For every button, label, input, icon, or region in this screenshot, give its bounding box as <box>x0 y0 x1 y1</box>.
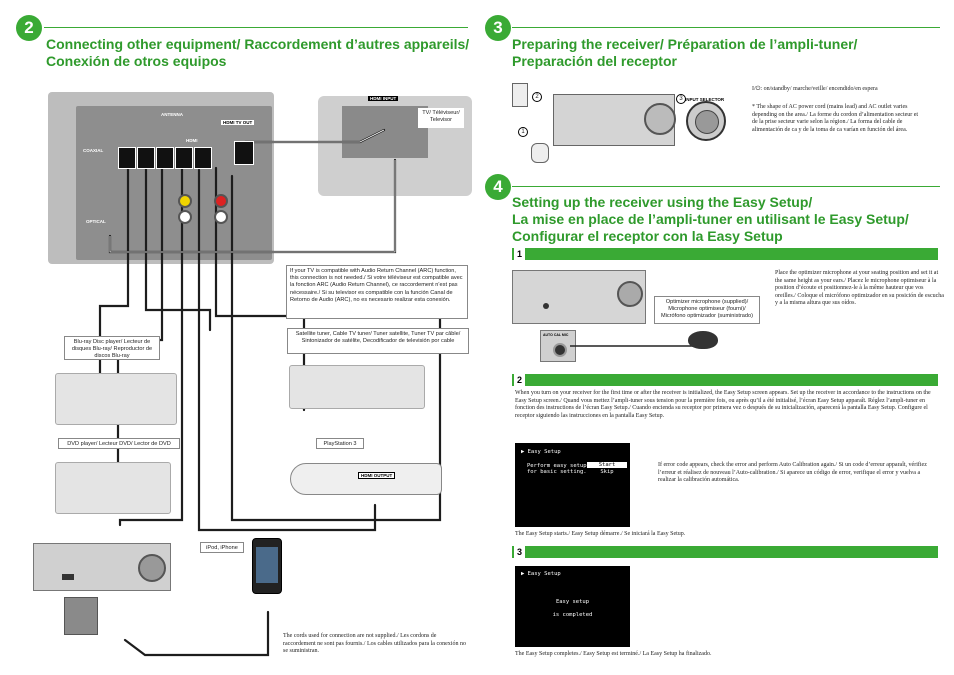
easy-setup-intro <box>515 390 939 420</box>
screen-msg: Perform easy setup for basic setting. <box>527 463 587 476</box>
substep-3-bar <box>512 546 938 558</box>
auto-cal-mic-label: AUTO CAL MIC <box>543 333 569 337</box>
hdmi-tv-out-label: HDMI TV OUT <box>223 120 253 125</box>
mic-note-text: Place the optimizer microphone at your seating position and set it at the same height as your ears./ Placez le microphone optimiseur à la position d’écoute et positionnez-le à la même hauteur que vos oreilles./ Coloque el micrófono optimizador en su posición de escucha y a la misma altura que sus oídos. <box>775 270 944 307</box>
shape-note-text: * The shape of AC power cord (mains lead) and AC outlet varies depending on the area./ La forme du cordon d’alimentation secteur et de la prise secteur varie selon la région./ La forma del cable de alimentación de ca y de la toma de ca varían en función del área. <box>752 104 919 133</box>
screen3-line1: Easy setup <box>555 599 590 605</box>
step-4-title-line2: La mise en place de l’ampli-tuner en utilisant le Easy Setup/ <box>512 211 909 227</box>
step-3-title-line1: Preparing the receiver/ Préparation de l’ampli-tuner/ <box>512 36 858 52</box>
marker-3-text: 3 <box>679 96 683 102</box>
mic-callout <box>654 296 760 324</box>
ps3-label: PlayStation 3 <box>323 441 357 447</box>
mic-label: Optimizer microphone (supplied)/ Microphone optimiseur (fourni)/ Micrófono optimizador (suministrado) <box>660 299 754 320</box>
step-4-badge: 4 <box>485 174 511 200</box>
ipod-label: iPod, iPhone <box>206 545 238 551</box>
skip-option[interactable]: Skip <box>600 469 614 475</box>
marker-1-text: 1 <box>521 129 525 135</box>
easy-setup-complete-screen <box>515 566 630 647</box>
step-2-badge: 2 <box>16 15 42 41</box>
antenna-label: ANTENNA <box>161 112 183 117</box>
error-note-text: If error code appears, check the error and perform Auto Calibration again./ Si un code d’erreur apparaît, vérifiez l’erreur et réalisez de nouveau l’Auto-calibration./ Si aparece un código de error, verifique el error y vuelva a realizar la calibración automática. <box>658 462 927 484</box>
screen3-title: ▶ Easy Setup <box>521 571 561 577</box>
satellite-label: Satellite tuner, Cable TV tuner/ Tuner satellite, Tuner TV par câble/ Sintonizador de satélite, Decodificador de televisión por cable <box>295 331 461 345</box>
step-2-title-line1: Connecting other equipment/ Raccordement d’autres appareils/ <box>46 36 470 52</box>
step-3-title-line2: Preparación del receptor <box>512 53 677 69</box>
substep-2-bar <box>512 374 938 386</box>
easy-setup-complete-caption <box>515 651 835 659</box>
step-4-title-line1: Setting up the receiver using the Easy Setup/ <box>512 194 813 210</box>
hdmi-output-label: HDMI OUTPUT <box>358 472 395 479</box>
bluray-label: Blu-ray Disc player/ Lecteur de disques Blu-ray/ Reproductor de discos Blu-ray <box>71 339 153 360</box>
step-3-badge: 3 <box>485 15 511 41</box>
step-4-title-line3: Configurar el receptor con la Easy Setup <box>512 228 783 244</box>
easy-setup-complete-caption-text: The Easy Setup completes./ Easy Setup est terminé./ La Easy Setup ha finalizado. <box>515 651 712 657</box>
dvd-label: DVD player/ Lecteur DVD/ Lector de DVD <box>67 441 171 447</box>
coaxial-label: COAXIAL <box>83 148 104 153</box>
easy-setup-intro-text: When you turn on your receiver for the first time or after the receiver is initialized, the Easy Setup screen appears. Set up the receiver in accordance to the instructions on the Easy Setup screen./ Quand vous mettez l’ampli-tuner sous tension pour la première fois, ou après qu’il a été initialisé, l’écran Easy Setup apparaît. Réglez l’ampli-tuner en fonction des instructions de l’écran Easy Setup./ Cuando encienda su receptor por primera vez o después de su inicialización, aparecerá la pantalla Easy Setup. Configure el receptor siguiendo las instrucciones en la pantalla Easy Setup. <box>515 390 931 419</box>
easy-setup-start-caption-text: The Easy Setup starts./ Easy Setup démarre./ Se iniciará la Easy Setup. <box>515 531 686 537</box>
screen-title: ▶ Easy Setup <box>521 449 561 455</box>
mic-note <box>775 270 945 308</box>
screen3-line2: is completed <box>552 612 593 618</box>
cords-note-text: The cords used for connection are not supplied./ Les cordons de raccordement ne sont pas fournis./ Los cables utilizados para la conexión no se suministran. <box>283 633 466 655</box>
step-2-title-line2: Conexión de otros equipos <box>46 53 227 69</box>
arc-note-text: If your TV is compatible with Audio Return Channel (ARC) function, this connection is not needed./ Si votre téléviseur est compatible avec la fonction ARC (Audio Return Channel), ce raccordement n’est pas nécessaire./ Si su televisor es compatible con la función Canal de Retorno de Audio (ARC), no es necesario realizar esta conexión. <box>290 268 463 303</box>
screen-title-text: Easy Setup <box>527 449 561 455</box>
hdmi-panel-label: HDMI <box>186 138 198 143</box>
marker-2-text: 2 <box>535 94 539 100</box>
substep-1-number: 1 <box>514 248 525 260</box>
optical-label: OPTICAL <box>86 219 106 224</box>
power-note-text: I/⏻: on/standby/ marche/veille/ encendido/en espera <box>752 86 878 92</box>
substep-2-number: 2 <box>514 374 525 386</box>
hdmi-input-label: HDMI INPUT <box>370 96 397 101</box>
input-selector-label: INPUT SELECTOR <box>685 97 725 102</box>
optimizer-microphone <box>688 331 718 349</box>
error-note <box>658 462 938 485</box>
easy-setup-start-caption <box>515 531 815 539</box>
start-option[interactable]: Start <box>587 462 627 468</box>
screen3-title-text: Easy Setup <box>527 571 561 577</box>
easy-setup-screen <box>515 443 630 527</box>
tv-label: TV/ Téléviseur/ Televisor <box>422 110 460 124</box>
substep-3-number: 3 <box>514 546 525 558</box>
